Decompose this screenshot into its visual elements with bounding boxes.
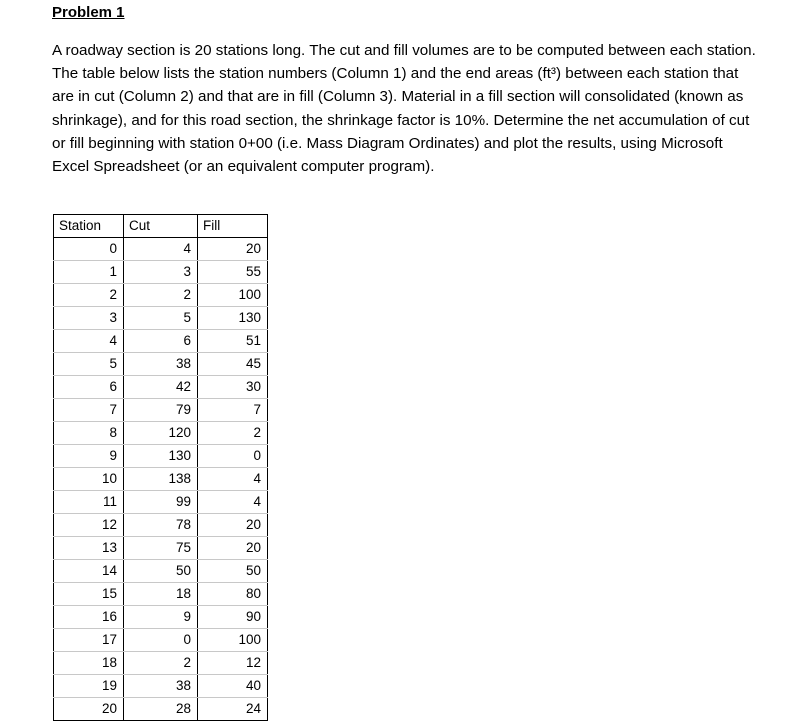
table-row <box>54 491 268 514</box>
station-cell: 3 <box>54 307 124 330</box>
cut-cell: 38 <box>124 353 198 376</box>
problem-statement: A roadway section is 20 stations long. The cut and fill volumes are to be computed between each station. The table below lists the station numbers (Column 1) and the end areas (ft³) between each station that are in cut (Column 2) and that are in fill (Column 3). Material in a fill section will consolidated (known as shrinkage), and for this road section, the shrinkage factor is 10%. Determine the net accumulation of cut or fill beginning with station 0+00 (i.e. Mass Diagram Ordinates) and plot the results, using Microsoft Excel Spreadsheet (or an equivalent computer program). <box>52 42 756 176</box>
cut-cell: 4 <box>124 238 198 261</box>
table-row <box>54 698 268 721</box>
cut-cell: 6 <box>124 330 198 353</box>
fill-cell: 90 <box>198 606 268 629</box>
table-row <box>54 376 268 399</box>
cut-cell: 28 <box>124 698 198 721</box>
table-row <box>54 261 268 284</box>
cut-cell: 120 <box>124 422 198 445</box>
fill-cell: 24 <box>198 698 268 721</box>
station-cell: 0 <box>54 238 124 261</box>
cut-cell: 18 <box>124 583 198 606</box>
cut-cell: 2 <box>124 284 198 307</box>
station-cell: 15 <box>54 583 124 606</box>
fill-cell: 4 <box>198 468 268 491</box>
cut-cell: 9 <box>124 606 198 629</box>
cut-cell: 130 <box>124 445 198 468</box>
station-cell: 14 <box>54 560 124 583</box>
fill-cell: 20 <box>198 514 268 537</box>
station-cell: 13 <box>54 537 124 560</box>
table-row <box>54 284 268 307</box>
station-cell: 7 <box>54 399 124 422</box>
table-row <box>54 514 268 537</box>
header-fill: Fill <box>198 215 268 238</box>
cut-cell: 2 <box>124 652 198 675</box>
station-cell: 16 <box>54 606 124 629</box>
table-row <box>54 330 268 353</box>
cut-cell: 78 <box>124 514 198 537</box>
station-cell: 20 <box>54 698 124 721</box>
station-cell: 1 <box>54 261 124 284</box>
table-row <box>54 468 268 491</box>
fill-cell: 7 <box>198 399 268 422</box>
header-cut: Cut <box>124 215 198 238</box>
fill-cell: 40 <box>198 675 268 698</box>
fill-cell: 20 <box>198 238 268 261</box>
fill-cell: 30 <box>198 376 268 399</box>
cut-cell: 0 <box>124 629 198 652</box>
cut-cell: 5 <box>124 307 198 330</box>
table-row <box>54 238 268 261</box>
fill-cell: 100 <box>198 284 268 307</box>
station-cell: 10 <box>54 468 124 491</box>
station-cell: 6 <box>54 376 124 399</box>
fill-cell: 55 <box>198 261 268 284</box>
table-row <box>54 399 268 422</box>
table-body <box>54 238 268 721</box>
station-cell: 4 <box>54 330 124 353</box>
cut-cell: 38 <box>124 675 198 698</box>
table-row <box>54 629 268 652</box>
station-cell: 5 <box>54 353 124 376</box>
station-cell: 12 <box>54 514 124 537</box>
station-cell: 19 <box>54 675 124 698</box>
fill-cell: 51 <box>198 330 268 353</box>
cut-cell: 50 <box>124 560 198 583</box>
table-row <box>54 560 268 583</box>
cut-cell: 42 <box>124 376 198 399</box>
fill-cell: 130 <box>198 307 268 330</box>
table-row <box>54 307 268 330</box>
table-header-row <box>54 215 268 238</box>
station-cell: 11 <box>54 491 124 514</box>
cut-cell: 138 <box>124 468 198 491</box>
cut-cell: 75 <box>124 537 198 560</box>
table-row <box>54 422 268 445</box>
cut-cell: 99 <box>124 491 198 514</box>
fill-cell: 2 <box>198 422 268 445</box>
header-station: Station <box>54 215 124 238</box>
fill-cell: 50 <box>198 560 268 583</box>
table-row <box>54 537 268 560</box>
table-row <box>54 583 268 606</box>
station-cell: 9 <box>54 445 124 468</box>
table-row <box>54 445 268 468</box>
table-row <box>54 652 268 675</box>
table-row <box>54 606 268 629</box>
fill-cell: 45 <box>198 353 268 376</box>
fill-cell: 4 <box>198 491 268 514</box>
station-table <box>53 214 268 721</box>
problem-title: Problem 1 <box>52 4 125 21</box>
cut-cell: 3 <box>124 261 198 284</box>
station-cell: 8 <box>54 422 124 445</box>
table-row <box>54 675 268 698</box>
table-row <box>54 353 268 376</box>
fill-cell: 12 <box>198 652 268 675</box>
station-cell: 2 <box>54 284 124 307</box>
fill-cell: 80 <box>198 583 268 606</box>
station-cell: 17 <box>54 629 124 652</box>
station-cell: 18 <box>54 652 124 675</box>
fill-cell: 20 <box>198 537 268 560</box>
fill-cell: 100 <box>198 629 268 652</box>
fill-cell: 0 <box>198 445 268 468</box>
cut-cell: 79 <box>124 399 198 422</box>
